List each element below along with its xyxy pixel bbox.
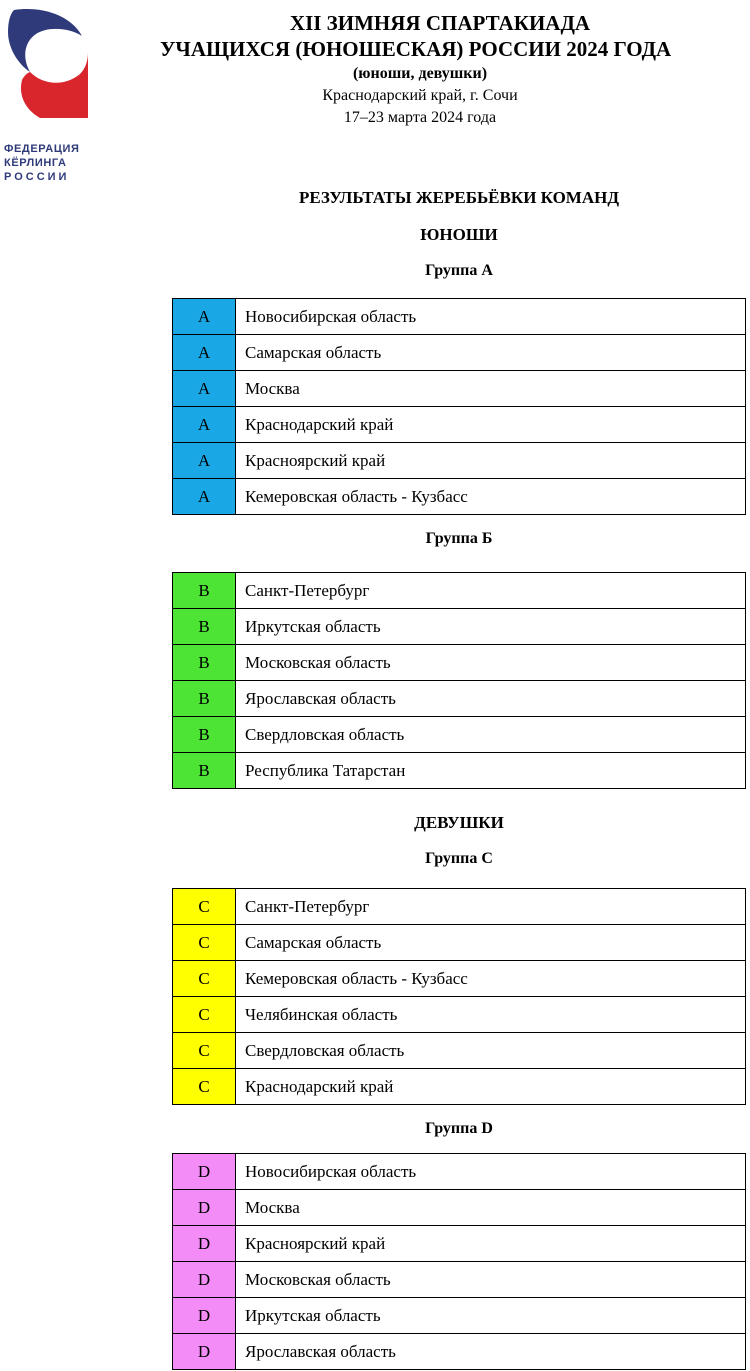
group-code-cell: D [173,1154,236,1190]
group-code-cell: В [173,573,236,609]
team-name-cell: Краснодарский край [236,407,746,443]
team-name-cell: Самарская область [236,335,746,371]
team-name-cell: Ярославская область [236,1334,746,1370]
group-code-cell: В [173,645,236,681]
team-name-cell: Республика Татарстан [236,753,746,789]
group-title-c: Группа С [425,850,493,867]
table-row [173,1069,746,1105]
table-row [173,645,746,681]
group-code-cell: А [173,371,236,407]
location: Краснодарский край, г. Сочи [322,87,518,104]
group-code-cell: D [173,1226,236,1262]
group-code-cell: D [173,1262,236,1298]
team-name-cell: Москва [236,371,746,407]
team-name-cell: Санкт-Петербург [236,573,746,609]
results-title: РЕЗУЛЬТАТЫ ЖЕРЕБЬЁВКИ КОМАНД [298,188,620,207]
group-code-cell: А [173,443,236,479]
group-table-b [172,572,746,789]
team-name-cell: Новосибирская область [236,1154,746,1190]
team-name-cell: Краснодарский край [236,1069,746,1105]
table-row [173,753,746,789]
group-code-cell: В [173,681,236,717]
group-title-a: Группа А [425,262,493,279]
group-code-cell: А [173,407,236,443]
team-name-cell: Новосибирская область [236,299,746,335]
team-name-cell: Москва [236,1190,746,1226]
group-code-cell: А [173,299,236,335]
team-name-cell: Красноярский край [236,443,746,479]
team-name-cell: Самарская область [236,925,746,961]
title-line-1: XII ЗИМНЯЯ СПАРТАКИАДА [289,11,591,35]
subtitle: (юноши, девушки) [352,65,488,82]
group-title-b: Группа Б [425,530,493,547]
team-name-cell: Свердловская область [236,1033,746,1069]
table-row [173,961,746,997]
logo-caption [4,142,94,184]
group-code-cell: С [173,925,236,961]
group-code-cell: С [173,889,236,925]
table-row [173,443,746,479]
team-name-cell: Ярославская область [236,681,746,717]
table-row [173,609,746,645]
table-row [173,717,746,753]
event-dates: 17–23 марта 2024 года [343,109,497,126]
group-code-cell: С [173,1033,236,1069]
section-title-girls: ДЕВУШКИ [414,813,504,832]
team-name-cell: Кемеровская область - Кузбасс [236,479,746,515]
table-row [173,479,746,515]
group-code-cell: D [173,1334,236,1370]
table-row [173,335,746,371]
logo-line-3: РОССИИ [4,171,70,183]
team-name-cell: Кемеровская область - Кузбасс [236,961,746,997]
table-row [173,1033,746,1069]
table-row [173,371,746,407]
table-row [173,1334,746,1370]
group-table-c [172,888,746,1105]
group-table-d [172,1153,746,1370]
section-title-boys: ЮНОШИ [420,225,498,244]
team-name-cell: Санкт-Петербург [236,889,746,925]
group-code-cell: С [173,1069,236,1105]
logo-line-2: КЁРЛИНГА [4,157,67,169]
team-name-cell: Московская область [236,645,746,681]
table-row [173,889,746,925]
table-row [173,681,746,717]
team-name-cell: Иркутская область [236,609,746,645]
table-row [173,573,746,609]
group-title-d: Группа D [425,1120,493,1137]
table-row [173,997,746,1033]
logo-line-1: ФЕДЕРАЦИЯ [4,143,80,155]
table-row [173,1226,746,1262]
team-name-cell: Красноярский край [236,1226,746,1262]
table-row [173,299,746,335]
title-line-2: УЧАЩИХСЯ (ЮНОШЕСКАЯ) РОССИИ 2024 ГОДА [160,37,672,61]
group-code-cell: А [173,335,236,371]
team-name-cell: Московская область [236,1262,746,1298]
team-name-cell: Иркутская область [236,1298,746,1334]
group-table-a [172,298,746,515]
table-row [173,925,746,961]
table-row [173,1262,746,1298]
group-code-cell: D [173,1298,236,1334]
group-code-cell: В [173,753,236,789]
group-code-cell: В [173,717,236,753]
table-row [173,407,746,443]
table-row [173,1154,746,1190]
table-row [173,1190,746,1226]
group-code-cell: А [173,479,236,515]
team-name-cell: Свердловская область [236,717,746,753]
group-code-cell: С [173,961,236,997]
team-name-cell: Челябинская область [236,997,746,1033]
table-row [173,1298,746,1334]
document-header [100,10,750,129]
group-code-cell: D [173,1190,236,1226]
group-code-cell: С [173,997,236,1033]
group-code-cell: В [173,609,236,645]
